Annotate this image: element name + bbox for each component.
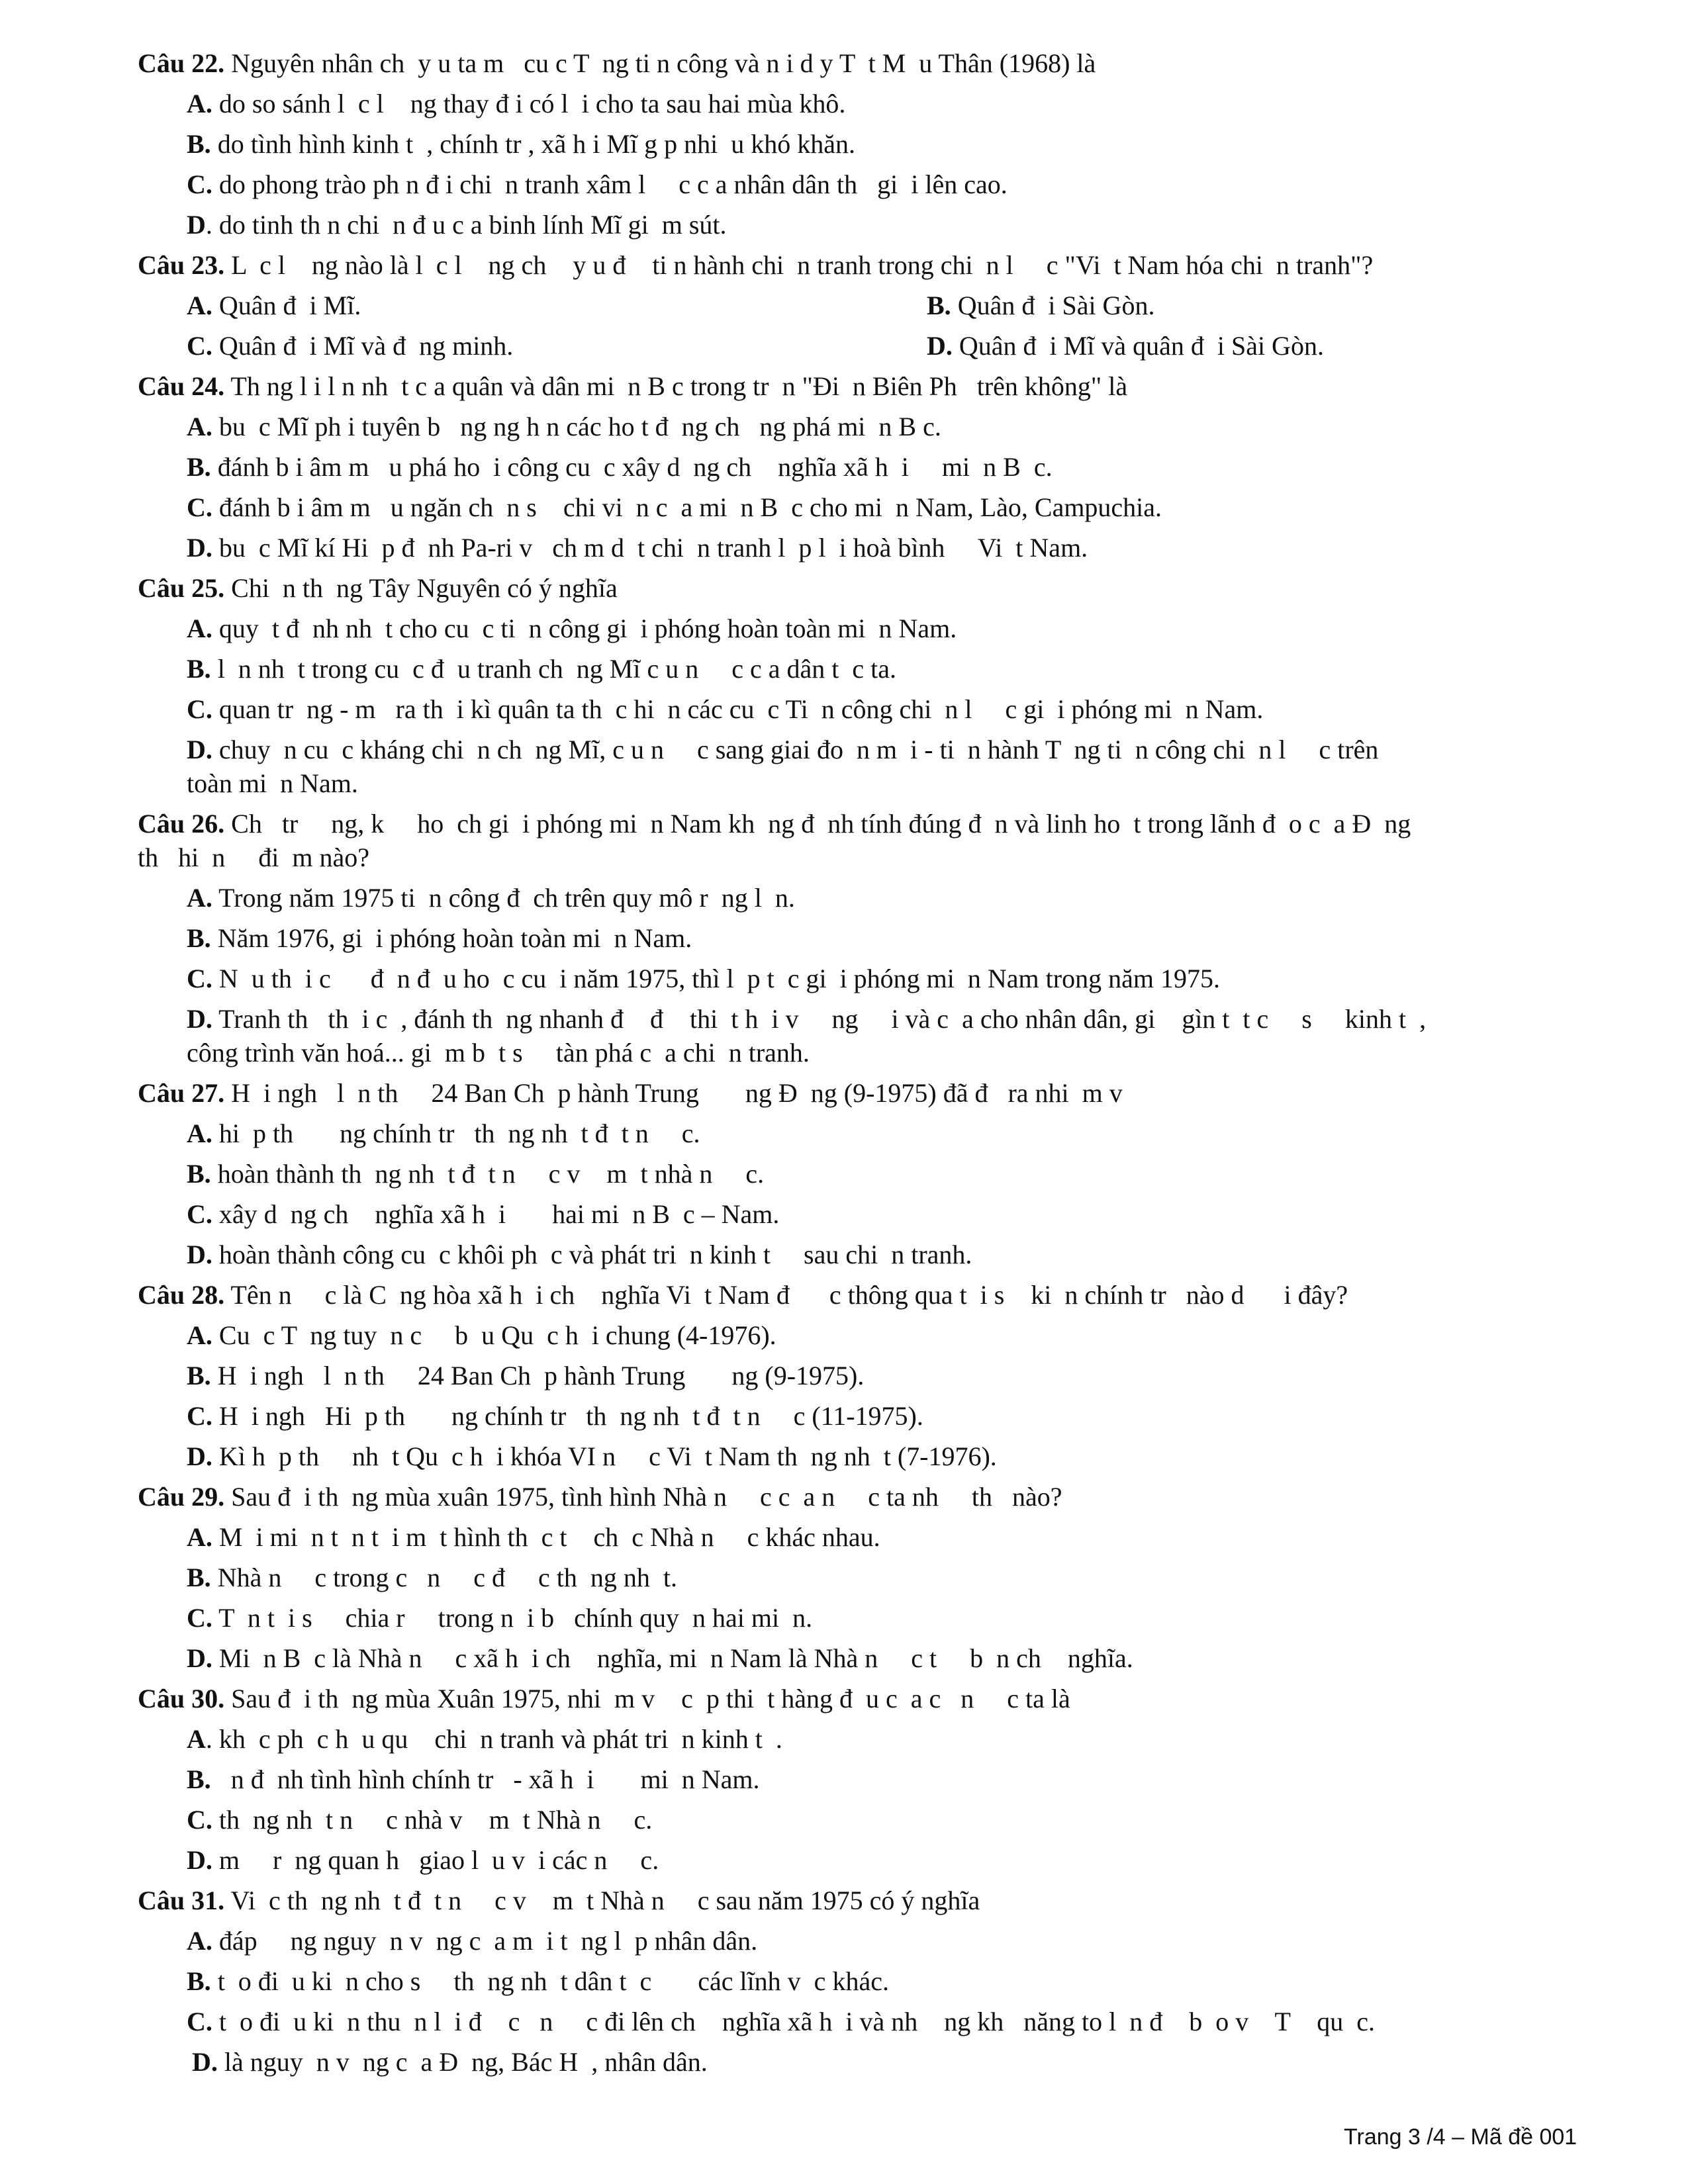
option-text: H i ngh l n th 24 Ban Ch p hành Trung ng (9-1975). xyxy=(217,1361,865,1390)
option-text: đánh b i âm m u phá ho i công cu c xây d ng ch nghĩa xã h i mi n B c. xyxy=(217,452,1053,482)
option-label: A. xyxy=(187,883,212,913)
option-text: do tình hình kinh t , chính tr , xã h i Mĩ g p nhi u khó khăn. xyxy=(217,129,855,159)
option-text: bu c Mĩ ph i tuyên b ng ng h n các ho t đ ng ch ng phá mi n B c. xyxy=(218,412,941,441)
option-d-continuation: toàn mi n Nam. xyxy=(187,768,358,798)
option-text: . do tinh th n chi n đ u c a binh lính Mĩ gi m sút. xyxy=(205,210,727,240)
option-c xyxy=(187,1804,652,1836)
option-label: B. xyxy=(187,923,211,953)
option-a xyxy=(187,1925,757,1957)
option-a xyxy=(187,1320,776,1351)
option-d xyxy=(187,1844,659,1876)
option-label: A. xyxy=(187,1118,212,1148)
option-text: H i ngh Hi p th ng chính tr th ng nh t đ t n c (11-1975). xyxy=(218,1401,923,1431)
option-text: n đ nh tình hình chính tr - xã h i mi n Nam. xyxy=(217,1764,760,1794)
option-text: Năm 1976, gi i phóng hoàn toàn mi n Nam. xyxy=(217,923,692,953)
option-label: B. xyxy=(927,291,951,320)
option-c xyxy=(187,1400,923,1432)
option-label: D. xyxy=(927,331,953,361)
option-d xyxy=(187,532,1088,564)
question-label: Câu 31. xyxy=(138,1886,225,1915)
question-30 xyxy=(138,1683,1070,1715)
question-26 xyxy=(138,808,1411,840)
option-d xyxy=(187,1003,1426,1035)
option-label: C. xyxy=(187,1401,212,1431)
option-text: Quân đ i Mĩ. xyxy=(218,291,361,320)
question-23 xyxy=(138,250,1373,281)
question-text: Th ng l i l n nh t c a quân và dân mi n B c trong tr n "Đi n Biên Ph trên không" là xyxy=(230,371,1128,401)
option-text: Nhà n c trong c n c đ c th ng nh t. xyxy=(217,1563,678,1592)
option-label: D. xyxy=(187,1441,212,1471)
question-text: Vi c th ng nh t đ t n c v m t Nhà n c sau năm 1975 có ý nghĩa xyxy=(230,1886,980,1915)
option-a xyxy=(187,1118,700,1150)
option-d xyxy=(187,1441,997,1473)
option-b xyxy=(187,128,855,160)
option-text: chuy n cu c kháng chi n ch ng Mĩ, c u n c sang giai đo n m i - ti n hành T ng ti n công chi n l c trên xyxy=(218,735,1379,764)
option-text: Quân đ i Mĩ và quân đ i Sài Gòn. xyxy=(959,331,1324,361)
option-label: A xyxy=(187,1724,206,1754)
option-label: B. xyxy=(187,1563,211,1592)
option-label: C. xyxy=(187,1603,212,1633)
option-text: Trong năm 1975 ti n công đ ch trên quy mô r ng l n. xyxy=(218,883,795,913)
option-label: A. xyxy=(187,291,212,320)
option-text: hi p th ng chính tr th ng nh t đ t n c. xyxy=(218,1118,700,1148)
option-label: C. xyxy=(187,1199,212,1229)
option-label: C. xyxy=(187,1805,212,1835)
option-a xyxy=(187,290,361,322)
option-c xyxy=(187,492,1162,523)
option-b xyxy=(187,1764,760,1796)
option-d xyxy=(187,1643,1133,1674)
option-b xyxy=(187,1360,864,1392)
option-text: Kì h p th nh t Qu c h i khóa VI n c Vi t Nam th ng nh t (7-1976). xyxy=(218,1441,997,1471)
option-label: D xyxy=(187,210,206,240)
option-b xyxy=(187,1562,677,1594)
option-a xyxy=(187,1522,880,1553)
option-text: t o đi u ki n thu n l i đ c n c đi lên ch nghĩa xã h i và nh ng kh năng to l n đ b o v T qu c. xyxy=(218,2007,1376,2036)
option-label: A. xyxy=(187,1522,212,1552)
option-text: đáp ng nguy n v ng c a m i t ng l p nhân dân. xyxy=(218,1926,758,1956)
option-label: C. xyxy=(187,169,212,199)
question-text: Sau đ i th ng mùa xuân 1975, tình hình Nhà n c c a n c ta nh th nào? xyxy=(231,1482,1062,1512)
option-text: là nguy n v ng c a Đ ng, Bác H , nhân dân. xyxy=(224,2047,708,2077)
option-label: D. xyxy=(187,1643,212,1673)
option-label: A. xyxy=(187,1320,212,1350)
option-label: B. xyxy=(187,1966,211,1996)
question-label: Câu 29. xyxy=(138,1482,225,1512)
option-a xyxy=(187,88,845,120)
question-24 xyxy=(138,371,1127,402)
option-label: D. xyxy=(192,2047,218,2077)
question-31 xyxy=(138,1885,980,1917)
question-28 xyxy=(138,1279,1348,1311)
question-27 xyxy=(138,1077,1123,1109)
question-text: H i ngh l n th 24 Ban Ch p hành Trung ng Đ ng (9-1975) đã đ ra nhi m v xyxy=(231,1078,1123,1108)
question-label: Câu 27. xyxy=(138,1078,225,1108)
question-25 xyxy=(138,572,618,604)
question-text: L c l ng nào là l c l ng ch y u đ ti n hành chi n tranh trong chi n l c "Vi t Nam hóa chi n tranh"? xyxy=(231,250,1374,280)
option-text: l n nh t trong cu c đ u tranh ch ng Mĩ c u n c c a dân t c ta. xyxy=(217,654,896,684)
option-b xyxy=(187,1158,764,1190)
question-label: Câu 23. xyxy=(138,250,225,280)
option-label: C. xyxy=(187,694,212,724)
option-text: M i mi n t n t i m t hình th c t ch c Nhà n c khác nhau. xyxy=(218,1522,880,1552)
option-text: đánh b i âm m u ngăn ch n s chi vi n c a mi n B c cho mi n Nam, Lào, Campuchia. xyxy=(218,492,1162,522)
option-text: . kh c ph c h u qu chi n tranh và phát tri n kinh t . xyxy=(205,1724,782,1754)
option-label: B. xyxy=(187,1159,211,1189)
option-text: Mi n B c là Nhà n c xã h i ch nghĩa, mi n Nam là Nhà n c t b n ch nghĩa. xyxy=(218,1643,1133,1673)
option-text: th ng nh t n c nhà v m t Nhà n c. xyxy=(218,1805,653,1835)
option-d-continuation: công trình văn hoá... gi m b t s tàn phá c a chi n tranh. xyxy=(187,1038,810,1068)
option-label: B. xyxy=(187,1361,211,1390)
option-text: do so sánh l c l ng thay đ i có l i cho ta sau hai mùa khô. xyxy=(218,89,846,118)
option-a xyxy=(187,411,941,443)
option-d xyxy=(927,330,1324,362)
option-label: B. xyxy=(187,1764,211,1794)
option-c xyxy=(187,963,1220,995)
option-label: A. xyxy=(187,614,212,643)
option-b xyxy=(927,290,1154,322)
question-text: Sau đ i th ng mùa Xuân 1975, nhi m v c p thi t hàng đ u c a c n c ta là xyxy=(231,1684,1070,1713)
option-a xyxy=(187,613,957,645)
option-text: Quân đ i Sài Gòn. xyxy=(957,291,1155,320)
option-text: m r ng quan h giao l u v i các n c. xyxy=(218,1845,659,1875)
option-label: C. xyxy=(187,2007,212,2036)
question-label: Câu 26. xyxy=(138,809,225,839)
option-d xyxy=(187,734,1378,766)
option-b xyxy=(187,451,1053,483)
option-b xyxy=(187,923,692,954)
option-label: A. xyxy=(187,89,212,118)
option-text: t o đi u ki n cho s th ng nh t dân t c các lĩnh v c khác. xyxy=(217,1966,889,1996)
option-d xyxy=(187,1239,972,1271)
option-label: B. xyxy=(187,452,211,482)
question-29 xyxy=(138,1481,1062,1513)
question-continuation: th hi n đi m nào? xyxy=(138,842,369,872)
option-text: hoàn thành công cu c khôi ph c và phát tri n kinh t sau chi n tranh. xyxy=(218,1240,972,1269)
option-label: B. xyxy=(187,654,211,684)
option-label: D. xyxy=(187,735,212,764)
question-text: Nguyên nhân ch y u ta m cu c T ng ti n công và n i d y T t M u Thân (1968) là xyxy=(231,48,1096,78)
option-label: C. xyxy=(187,331,212,361)
option-c xyxy=(187,330,513,362)
option-text: quy t đ nh nh t cho cu c ti n công gi i phóng hoàn toàn mi n Nam. xyxy=(218,614,957,643)
option-c xyxy=(187,2006,1375,2038)
question-text: Tên n c là C ng hòa xã h i ch nghĩa Vi t Nam đ c thông qua t i s ki n chính tr nào d i đây? xyxy=(230,1280,1348,1310)
option-text: do phong trào ph n đ i chi n tranh xâm l c c a nhân dân th gi i lên cao. xyxy=(218,169,1008,199)
option-label: D. xyxy=(187,533,212,563)
option-label: D. xyxy=(187,1004,212,1034)
option-c xyxy=(187,1602,812,1634)
option-label: A. xyxy=(187,412,212,441)
question-text: Chi n th ng Tây Nguyên có ý nghĩa xyxy=(231,573,618,603)
question-label: Câu 25. xyxy=(138,573,225,603)
question-text: Ch tr ng, k ho ch gi i phóng mi n Nam kh ng đ nh tính đúng đ n và linh ho t trong lãnh đ o c a Đ ng xyxy=(231,809,1411,839)
option-d xyxy=(192,2046,708,2078)
question-label: Câu 28. xyxy=(138,1280,225,1310)
option-text: N u th i c đ n đ u ho c cu i năm 1975, thì l p t c gi i phóng mi n Nam trong năm 1975. xyxy=(218,964,1220,993)
option-label: B. xyxy=(187,129,211,159)
option-text: quan tr ng - m ra th i kì quân ta th c hi n các cu c Ti n công chi n l c gi i phóng mi n Nam. xyxy=(218,694,1264,724)
option-text: T n t i s chia r trong n i b chính quy n hai mi n. xyxy=(218,1603,813,1633)
option-b xyxy=(187,653,896,685)
question-label: Câu 30. xyxy=(138,1684,225,1713)
option-text: xây d ng ch nghĩa xã h i hai mi n B c – Nam. xyxy=(218,1199,780,1229)
option-a xyxy=(187,1723,782,1755)
option-label: C. xyxy=(187,964,212,993)
option-a xyxy=(187,882,795,914)
option-c xyxy=(187,694,1263,725)
option-label: A. xyxy=(187,1926,212,1956)
option-c xyxy=(187,169,1008,201)
option-label: D. xyxy=(187,1845,212,1875)
option-text: Tranh th th i c , đánh th ng nhanh đ đ thi t h i v ng i và c a cho nhân dân, gi gìn t t c s kinh t , xyxy=(218,1004,1427,1034)
option-b xyxy=(187,1966,889,1997)
option-label: D. xyxy=(187,1240,212,1269)
option-label: C. xyxy=(187,492,212,522)
question-22 xyxy=(138,48,1096,79)
option-text: Cu c T ng tuy n c b u Qu c h i chung (4-1976). xyxy=(218,1320,776,1350)
option-text: Quân đ i Mĩ và đ ng minh. xyxy=(218,331,514,361)
option-d xyxy=(187,209,727,241)
option-text: bu c Mĩ kí Hi p đ nh Pa-ri v ch m d t chi n tranh l p l i hoà bình Vi t Nam. xyxy=(218,533,1088,563)
page-footer: Trang 3 /4 – Mã đề 001 xyxy=(1344,2124,1577,2150)
question-label: Câu 22. xyxy=(138,48,225,78)
option-text: hoàn thành th ng nh t đ t n c v m t nhà n c. xyxy=(217,1159,765,1189)
question-label: Câu 24. xyxy=(138,371,225,401)
option-c xyxy=(187,1199,779,1230)
